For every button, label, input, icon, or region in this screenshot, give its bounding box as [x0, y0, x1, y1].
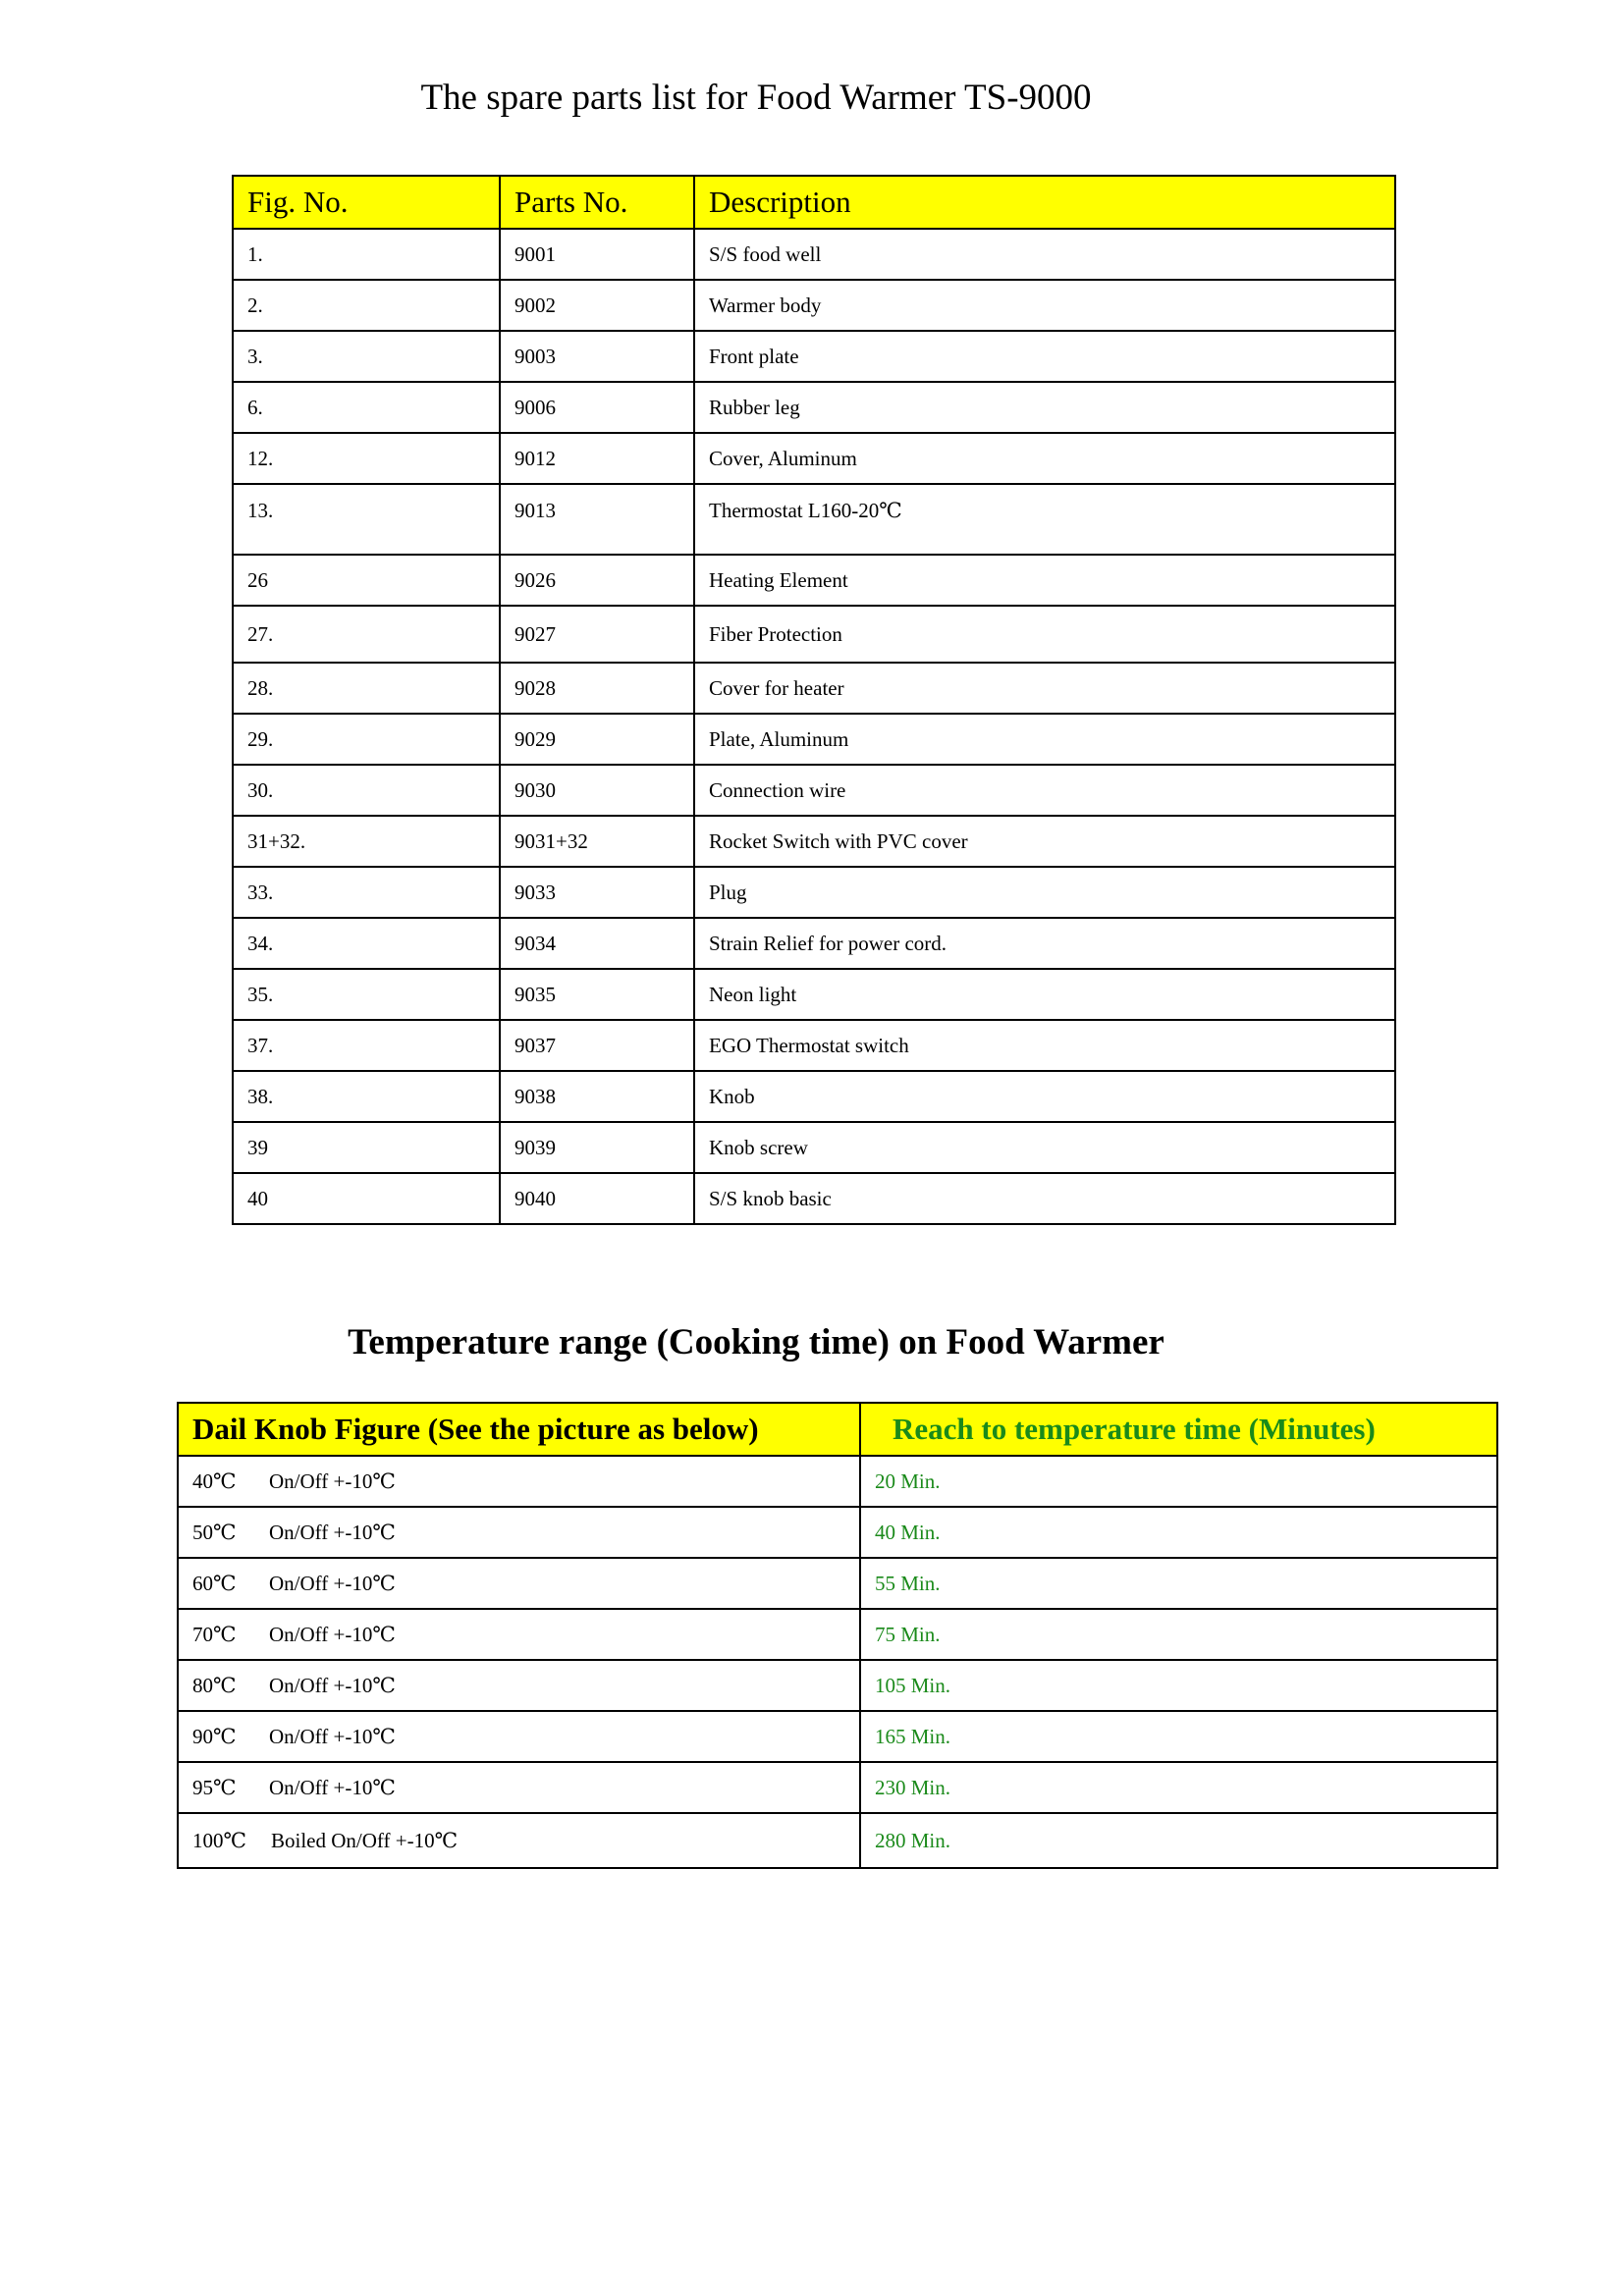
temperature-row: [178, 1711, 1497, 1762]
description-cell: S/S knob basic: [694, 1173, 1395, 1224]
dial-setting-cell: [178, 1507, 860, 1558]
temperature-value: 40℃: [192, 1468, 237, 1493]
reach-time-cell: 280 Min.: [860, 1813, 1497, 1868]
dial-knob-header: Dail Knob Figure (See the picture as below): [178, 1403, 860, 1456]
fig-no-cell: 39: [233, 1122, 500, 1173]
parts-row: [233, 433, 1395, 484]
parts-no-cell: 9038: [500, 1071, 694, 1122]
fig-no-header: Fig. No.: [233, 176, 500, 229]
parts-no-cell: 9001: [500, 229, 694, 280]
parts-row: [233, 280, 1395, 331]
reach-time-cell: 105 Min.: [860, 1660, 1497, 1711]
parts-no-cell: 9037: [500, 1020, 694, 1071]
parts-row: [233, 1020, 1395, 1071]
parts-row: [233, 382, 1395, 433]
parts-header-row: [233, 176, 1395, 229]
temperature-header-row: [178, 1403, 1497, 1456]
temperature-value: 60℃: [192, 1571, 237, 1595]
temperature-row: [178, 1507, 1497, 1558]
fig-no-cell: 3.: [233, 331, 500, 382]
description-cell: Rocket Switch with PVC cover: [694, 816, 1395, 867]
reach-time-cell: 20 Min.: [860, 1456, 1497, 1507]
parts-row: [233, 816, 1395, 867]
temperature-value: 100℃: [192, 1828, 246, 1852]
description-cell: Plate, Aluminum: [694, 714, 1395, 765]
parts-row: [233, 918, 1395, 969]
temperature-value: 95℃: [192, 1775, 237, 1799]
temperature-value: 50℃: [192, 1520, 237, 1544]
reach-time-cell: 75 Min.: [860, 1609, 1497, 1660]
description-cell: Heating Element: [694, 555, 1395, 606]
parts-row: [233, 229, 1395, 280]
temperature-row: [178, 1813, 1497, 1868]
parts-no-cell: 9003: [500, 331, 694, 382]
parts-row: [233, 1071, 1395, 1122]
parts-no-cell: 9031+32: [500, 816, 694, 867]
parts-row: [233, 1173, 1395, 1224]
dial-setting-cell: [178, 1762, 860, 1813]
fig-no-cell: 28.: [233, 663, 500, 714]
temperature-range-title: Temperature range (Cooking time) on Food Warmer: [348, 1322, 1164, 1362]
description-cell: Cover, Aluminum: [694, 433, 1395, 484]
fig-no-cell: 38.: [233, 1071, 500, 1122]
fig-no-cell: 1.: [233, 229, 500, 280]
description-cell: Cover for heater: [694, 663, 1395, 714]
dial-setting-cell: [178, 1609, 860, 1660]
description-cell: Knob screw: [694, 1122, 1395, 1173]
parts-list-title: The spare parts list for Food Warmer TS-9000: [420, 78, 1092, 118]
temperature-table: [177, 1402, 1498, 1869]
description-cell: Fiber Protection: [694, 606, 1395, 663]
parts-no-cell: 9026: [500, 555, 694, 606]
description-cell: Knob: [694, 1071, 1395, 1122]
parts-row: [233, 484, 1395, 555]
temperature-row: [178, 1762, 1497, 1813]
reach-time-cell: 40 Min.: [860, 1507, 1497, 1558]
parts-row: [233, 1122, 1395, 1173]
fig-no-cell: 31+32.: [233, 816, 500, 867]
fig-no-cell: 12.: [233, 433, 500, 484]
fig-no-cell: 33.: [233, 867, 500, 918]
fig-no-cell: 34.: [233, 918, 500, 969]
fig-no-cell: 2.: [233, 280, 500, 331]
fig-no-cell: 13.: [233, 484, 500, 555]
parts-row: [233, 331, 1395, 382]
fig-no-cell: 29.: [233, 714, 500, 765]
temperature-row: [178, 1456, 1497, 1507]
dial-setting-cell: [178, 1660, 860, 1711]
description-cell: S/S food well: [694, 229, 1395, 280]
parts-no-header: Parts No.: [500, 176, 694, 229]
temperature-row: [178, 1609, 1497, 1660]
parts-no-cell: 9029: [500, 714, 694, 765]
tolerance-text: On/Off +-10℃: [269, 1468, 396, 1493]
fig-no-cell: 37.: [233, 1020, 500, 1071]
parts-table: [232, 175, 1396, 1225]
description-cell: Neon light: [694, 969, 1395, 1020]
reach-time-cell: 230 Min.: [860, 1762, 1497, 1813]
parts-no-cell: 9012: [500, 433, 694, 484]
description-cell: Strain Relief for power cord.: [694, 918, 1395, 969]
parts-row: [233, 867, 1395, 918]
parts-no-cell: 9006: [500, 382, 694, 433]
temperature-value: 70℃: [192, 1622, 237, 1646]
tolerance-text: On/Off +-10℃: [269, 1724, 396, 1748]
dial-setting-cell: [178, 1813, 860, 1868]
fig-no-cell: 40: [233, 1173, 500, 1224]
temperature-value: 80℃: [192, 1673, 237, 1697]
tolerance-text: On/Off +-10℃: [269, 1775, 396, 1799]
parts-row: [233, 555, 1395, 606]
tolerance-text: Boiled On/Off +-10℃: [271, 1828, 459, 1852]
tolerance-text: On/Off +-10℃: [269, 1673, 396, 1697]
parts-no-cell: 9040: [500, 1173, 694, 1224]
parts-row: [233, 663, 1395, 714]
parts-row: [233, 714, 1395, 765]
parts-no-cell: 9039: [500, 1122, 694, 1173]
tolerance-text: On/Off +-10℃: [269, 1571, 396, 1595]
parts-no-cell: 9013: [500, 484, 694, 555]
parts-no-cell: 9027: [500, 606, 694, 663]
reach-time-cell: 165 Min.: [860, 1711, 1497, 1762]
fig-no-cell: 26: [233, 555, 500, 606]
description-cell: Front plate: [694, 331, 1395, 382]
parts-row: [233, 765, 1395, 816]
temperature-value: 90℃: [192, 1724, 237, 1748]
parts-no-cell: 9030: [500, 765, 694, 816]
reach-time-header: Reach to temperature time (Minutes): [860, 1403, 1497, 1456]
description-cell: EGO Thermostat switch: [694, 1020, 1395, 1071]
description-cell: Plug: [694, 867, 1395, 918]
parts-no-cell: 9028: [500, 663, 694, 714]
dial-setting-cell: [178, 1711, 860, 1762]
parts-row: [233, 969, 1395, 1020]
fig-no-cell: 6.: [233, 382, 500, 433]
description-cell: Rubber leg: [694, 382, 1395, 433]
reach-time-cell: 55 Min.: [860, 1558, 1497, 1609]
fig-no-cell: 30.: [233, 765, 500, 816]
tolerance-text: On/Off +-10℃: [269, 1622, 396, 1646]
parts-no-cell: 9033: [500, 867, 694, 918]
description-cell: Warmer body: [694, 280, 1395, 331]
temperature-row: [178, 1558, 1497, 1609]
parts-row: [233, 606, 1395, 663]
parts-no-cell: 9035: [500, 969, 694, 1020]
dial-setting-cell: [178, 1558, 860, 1609]
fig-no-cell: 35.: [233, 969, 500, 1020]
fig-no-cell: 27.: [233, 606, 500, 663]
description-cell: Thermostat L160-20℃: [694, 484, 1395, 555]
description-header: Description: [694, 176, 1395, 229]
tolerance-text: On/Off +-10℃: [269, 1520, 396, 1544]
dial-setting-cell: [178, 1456, 860, 1507]
description-cell: Connection wire: [694, 765, 1395, 816]
temperature-row: [178, 1660, 1497, 1711]
parts-no-cell: 9002: [500, 280, 694, 331]
parts-no-cell: 9034: [500, 918, 694, 969]
